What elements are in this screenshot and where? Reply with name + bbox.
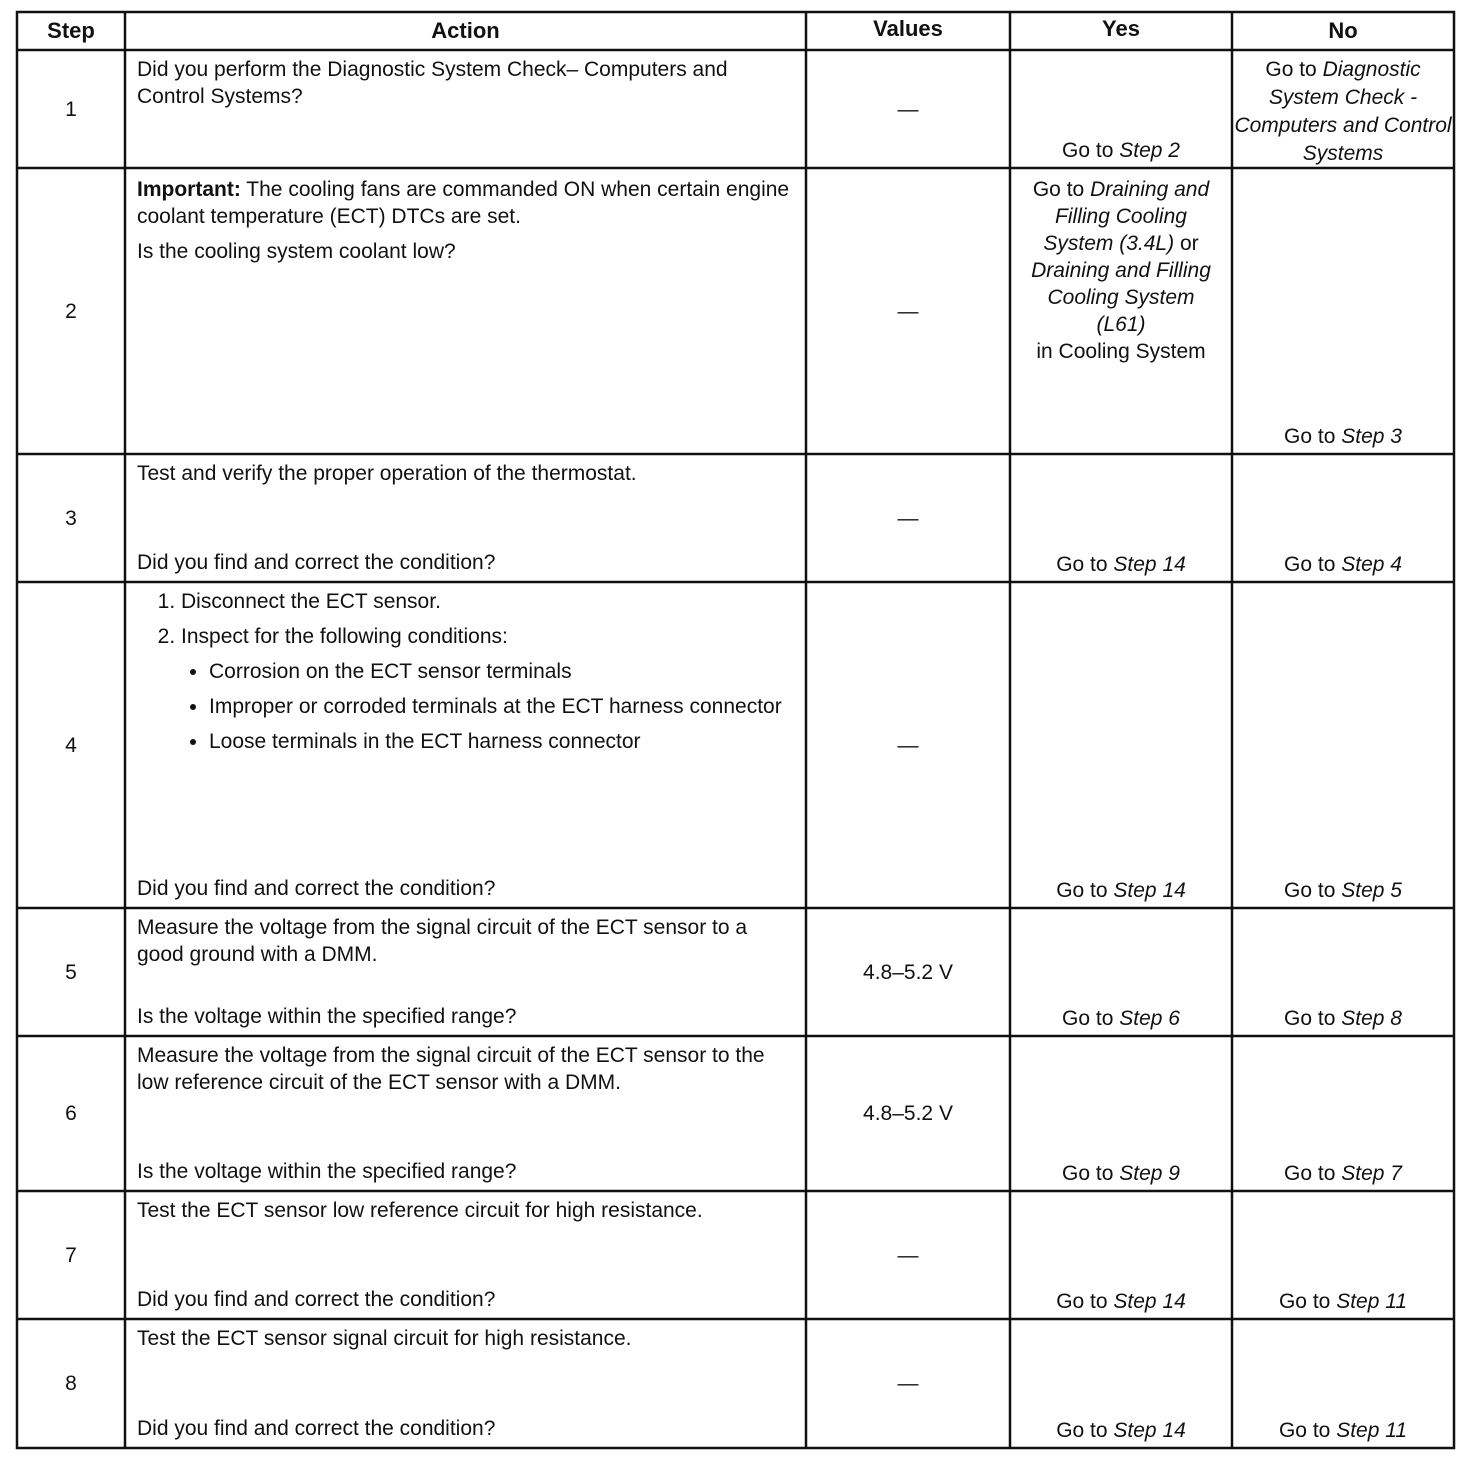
yes-step-link[interactable]: Step 14 [1113,553,1186,576]
no-step-link[interactable]: Step 4 [1341,553,1402,576]
no-cell [1232,168,1454,454]
action-cell [125,176,806,454]
yes-prefix: Go to [1056,879,1108,902]
yes-prefix: Go to [1062,139,1114,162]
yes-step-link[interactable]: Step 2 [1119,139,1180,162]
step-number: 1 [65,97,77,121]
values-cell: 4.8–5.2 V [863,1102,953,1125]
no-cell [1232,52,1454,168]
values-cell: 4.8–5.2 V [863,960,953,984]
no-cell [1232,582,1454,908]
yes-step-link[interactable]: Step 14 [1113,1290,1186,1313]
header-values: Values [873,16,943,41]
procedure-list [137,588,796,755]
action-text: Measure the voltage from the signal circuit of the ECT sensor to the low reference circuit of the ECT sensor with a DMM. [137,1044,765,1094]
no-prefix: Go to [1265,58,1317,81]
yes-step-link[interactable]: Step 6 [1119,1007,1180,1030]
step-number: 7 [65,1243,77,1267]
important-text: The cooling fans are commanded ON when certain engine coolant temperature (ECT) DTCs are set. [137,178,790,228]
no-step-link[interactable]: Step 11 [1336,1290,1408,1313]
values-cell: — [897,733,919,757]
action-text: Measure the voltage from the signal circuit of the ECT sensor to a good ground with a DMM. [137,916,748,966]
condition-list [181,658,796,755]
condition-item: • Improper or corroded terminals at the ECT harness connector [209,693,796,720]
yes-prefix: Go to [1056,1419,1108,1442]
no-cell [1232,908,1454,1036]
no-cell [1232,454,1454,582]
no-prefix: Go to [1278,1419,1331,1442]
yes-step-link[interactable]: Step 14 [1113,879,1186,902]
header-no: No [1328,18,1358,43]
values-cell: — [897,299,919,323]
yes-prefix: Go to [1056,553,1108,576]
yes-cell [1010,50,1232,168]
action-cell [125,588,806,908]
no-step-link[interactable]: Diagnostic System Check - Computers and Control Systems [1234,58,1452,165]
action-text: Test and verify the proper operation of the thermostat. [137,462,637,485]
yes-prefix: Go to [1062,1162,1114,1185]
action-cell [125,914,806,1036]
action-text: Did you perform the Diagnostic System Check– Computers and Control Systems? [137,58,728,108]
no-cell [1232,1319,1454,1448]
yes-prefix: Go to [1056,1290,1108,1313]
yes-prefix: Go to [1032,178,1085,201]
no-step-link[interactable]: Step 7 [1341,1162,1402,1185]
yes-cell [1010,1319,1232,1448]
no-cell [1232,1191,1454,1319]
yes-cell [1010,1036,1232,1191]
values-cell: — [897,97,919,121]
condition-item: • Loose terminals in the ECT harness connector [209,728,796,755]
yes-cell [1010,1191,1232,1319]
header-yes: Yes [1102,16,1140,41]
procedure-item: 1. Disconnect the ECT sensor. [181,588,796,615]
no-prefix: Go to [1284,879,1336,902]
action-question: Did you find and correct the condition? [137,1417,496,1440]
action-cell [125,460,806,582]
no-cell [1232,1036,1454,1191]
yes-cell [1010,172,1232,454]
important-note [137,176,796,230]
no-step-link[interactable]: Step 3 [1341,425,1402,448]
action-question: Did you find and correct the condition? [137,551,496,574]
yes-ref-link-1[interactable]: Draining and Filling Cooling System (3.4L) [1043,178,1210,255]
yes-cell [1010,454,1232,582]
yes-ref-link-2[interactable]: Draining and Filling Cooling System (L61) [1031,259,1211,336]
step-number: 2 [65,299,77,323]
action-question: Is the voltage within the specified range? [137,1005,517,1028]
action-text: Test the ECT sensor low reference circuit for high resistance. [137,1199,703,1222]
condition-item: • Corrosion on the ECT sensor terminals [209,658,796,685]
no-prefix: Go to [1284,425,1336,448]
action-question: Is the cooling system coolant low? [137,240,456,263]
step-number: 8 [65,1372,77,1395]
action-question: Did you find and correct the condition? [137,1288,496,1311]
yes-step-link[interactable]: Step 9 [1119,1162,1180,1185]
action-text: Test the ECT sensor signal circuit for high resistance. [137,1327,632,1350]
yes-step-link[interactable]: Step 14 [1113,1419,1186,1442]
step-number: 5 [65,960,77,984]
no-step-link[interactable]: Step 5 [1341,879,1402,902]
yes-cell [1010,582,1232,908]
important-label: Important: [137,178,241,201]
no-prefix: Go to [1278,1290,1331,1313]
header-step: Step [47,18,95,43]
yes-suffix: in Cooling System [1036,340,1206,363]
procedure-item: 2. Inspect for the following conditions: • Corrosion on the ECT sensor terminals • Improper or corroded terminals at the ECT harness connector • Loose terminals in the ECT harness connector [181,623,796,755]
no-prefix: Go to [1284,553,1336,576]
yes-prefix: Go to [1062,1007,1114,1030]
values-cell: — [897,1372,919,1395]
yes-or: or [1179,232,1199,255]
values-cell: — [897,506,919,530]
step-number: 3 [65,506,77,530]
action-cell [125,1197,806,1319]
yes-cell [1010,908,1232,1036]
no-step-link[interactable]: Step 11 [1336,1419,1408,1442]
action-cell [125,56,806,168]
no-step-link[interactable]: Step 8 [1341,1007,1402,1030]
action-question: Did you find and correct the condition? [137,877,496,900]
no-prefix: Go to [1284,1007,1336,1030]
values-cell: — [897,1243,919,1267]
step-number: 6 [65,1102,77,1125]
no-prefix: Go to [1284,1162,1336,1185]
action-question: Is the voltage within the specified range? [137,1160,517,1183]
action-cell [125,1325,806,1448]
action-cell [125,1042,806,1191]
step-number: 4 [65,733,77,757]
header-action: Action [431,18,500,43]
